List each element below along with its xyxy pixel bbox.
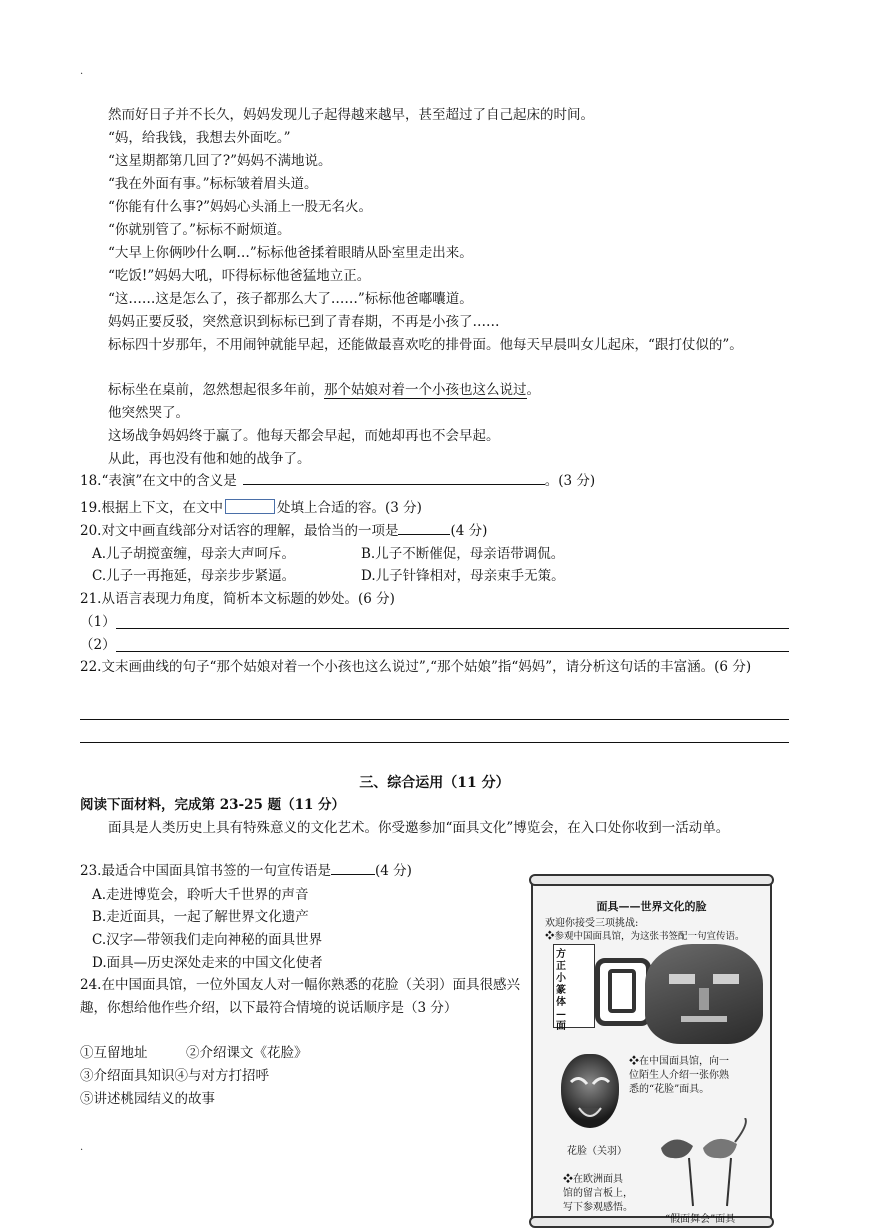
question-18 <box>80 470 789 492</box>
story-line-4: “我在外面有事。”标标皱着眉头道。 <box>108 176 318 192</box>
poster-task-3-line-2: 馆的留言板上， <box>563 1188 633 1199</box>
activity-poster <box>531 876 772 1226</box>
q23-option-b: B.走近面具，一起了解世界文化遗产 <box>92 909 309 925</box>
end-line-2: 这场战争妈妈终于赢了。他每天都会早起，而她却再也不会早起。 <box>108 428 500 444</box>
q22-answer-line-2[interactable] <box>80 742 789 743</box>
q24-option-5: ⑤讲述桃园结义的故事 <box>80 1091 215 1107</box>
story-line-7: “大早上你俩吵什么啊…”标标他爸揉着眼睛从卧室里走出来。 <box>108 245 473 261</box>
question-20 <box>80 520 789 542</box>
poster-task-3-line-1: ❖在欧洲面具 <box>563 1174 623 1185</box>
opera-mask-icon <box>561 1054 619 1128</box>
q24-option-3-4: ③介绍面具知识④与对方打招呼 <box>80 1068 269 1084</box>
hualian-caption: 花脸（关羽） <box>567 1146 627 1157</box>
story-line-3: “这星期都第几回了?”妈妈不满地说。 <box>108 153 332 169</box>
seal-label-box <box>553 944 595 1032</box>
q22-answer-line-1[interactable] <box>80 719 789 720</box>
poster-task-2-line-3: 悉的“花脸”面具。 <box>629 1084 710 1095</box>
hualian-mask-image <box>561 1054 619 1128</box>
underlined-sentence: 那个姑娘对着一个小孩也这么说过 <box>324 382 527 398</box>
q23-points: (4 分) <box>374 863 412 879</box>
q23-option-c: C.汉字—带领我们走向神秘的面具世界 <box>92 932 323 948</box>
q23-answer-blank[interactable] <box>331 874 375 875</box>
story-line-6: “你就别管了。”标标不耐烦道。 <box>108 222 291 238</box>
poster-welcome: 欢迎你接受三项挑战: <box>545 918 639 929</box>
q20-option-b: B.儿子不断催促，母亲语带调侃。 <box>361 546 565 562</box>
sitting-text-post: 。 <box>526 382 540 398</box>
story-line-2: “妈，给我钱，我想去外面吃。” <box>108 130 291 146</box>
seal-script-mian-icon <box>595 958 651 1026</box>
q23-stem: 23.最适合中国面具馆书签的一句宣传语是 <box>80 863 331 879</box>
q20-option-c: C.儿子一再拖延，母亲步步紧逼。 <box>92 568 296 584</box>
end-line-1: 他突然哭了。 <box>108 405 189 421</box>
question-22: 22.文末画曲线的句子“那个姑娘对着一个小孩也这么说过”,“那个姑娘”指“妈妈”，请分析这句话的丰富涵。(6 分) <box>80 659 752 675</box>
q20-option-d: D.儿子针锋相对，母亲束手无策。 <box>361 568 565 584</box>
q18-stem: 18.“表演”在文中的含义是 <box>80 473 237 489</box>
q23-option-d: D.面具—历史深处走来的中国文化使者 <box>92 955 323 971</box>
q24-option-2: ②介绍课文《花脸》 <box>186 1045 308 1061</box>
page-dot-bottom: . <box>80 1142 84 1153</box>
end-line-3: 从此，再也没有他和她的战争了。 <box>108 451 311 467</box>
question-23 <box>80 860 412 882</box>
q24-option-1: ①互留地址 <box>80 1045 148 1061</box>
q19-rest: 处填上合适的容。(3 分) <box>276 500 422 516</box>
q19-blank-box[interactable] <box>225 499 275 514</box>
section-3-title: 三、综合运用（11 分） <box>359 775 510 791</box>
q20-answer-blank[interactable] <box>398 534 450 535</box>
q19-stem: 19.根据上下文，在文中 <box>80 500 223 516</box>
question-21: 21.从语言表现力角度，简析本文标题的妙处。(6 分) <box>80 591 395 607</box>
poster-task-2-line-1: ❖在中国面具馆，向一 <box>629 1056 729 1067</box>
q21-answer-line-1[interactable] <box>116 628 789 629</box>
seal-label: 方正小篆体—面 <box>556 949 566 1032</box>
q18-answer-blank[interactable] <box>243 484 545 485</box>
masquerade-caption: “假面舞会”面具 <box>665 1214 736 1225</box>
poster-scroll-top <box>529 874 774 886</box>
q20-option-a: A.儿子胡搅蛮缠，母亲大声呵斥。 <box>92 546 296 562</box>
q21-label-2: （2） <box>80 637 116 653</box>
q21-answer-line-2[interactable] <box>116 651 789 652</box>
q23-option-a: A.走进博览会，聆听大千世界的声音 <box>92 887 309 903</box>
masquerade-mask-icon <box>653 1118 753 1208</box>
bronze-mask-icon <box>645 944 763 1044</box>
story-line-9: “这……这是怎么了，孩子都那么大了……”标标他爸嘟囔道。 <box>108 291 473 307</box>
story-line-10: 妈妈正要反驳，突然意识到标标已到了青春期，不再是小孩了…… <box>108 314 500 330</box>
page-dot-top: . <box>80 66 84 77</box>
section-3-instruction: 阅读下面材料，完成第 23-25 题（11 分） <box>80 797 346 813</box>
q20-stem: 20.对文中画直线部分对话容的理解，最恰当的一项是 <box>80 523 399 539</box>
paragraph-forty: 标标四十岁那年，不用闹钟就能早起，还能做最喜欢吃的排骨面。他每天早晨叫女儿起床，“跟打仗似的”。 <box>108 337 743 353</box>
q21-label-1: （1） <box>80 614 116 630</box>
q18-points: 。(3 分) <box>544 473 596 489</box>
poster-task-1: ❖参观中国面具馆，为这张书签配一句宣传语。 <box>545 931 745 942</box>
story-line-1: 然而好日子并不长久，妈妈发现儿子起得越来越早，甚至超过了自己起床的时间。 <box>108 107 594 123</box>
poster-title: 面具——世界文化的脸 <box>596 900 707 913</box>
section-3-intro: 面具是人类历史上具有特殊意义的文化艺术。你受邀参加“面具文化”博览会，在入口处你收到一活动单。 <box>108 820 730 836</box>
question-19 <box>80 497 789 519</box>
poster-task-2-line-2: 位陌生人介绍一张你熟 <box>629 1070 729 1081</box>
story-line-8: “吃饭!”妈妈大吼，吓得标标他爸猛地立正。 <box>108 268 371 284</box>
story-line-5: “你能有什么事?”妈妈心头涌上一股无名火。 <box>108 199 373 215</box>
poster-task-3-line-3: 写下参观感悟。 <box>563 1202 633 1213</box>
paragraph-sitting <box>80 379 789 401</box>
question-24: 24.在中国面具馆，一位外国友人对一幅你熟悉的花脸（关羽）面具很感兴趣，你想给他作些介绍，以下最符合情境的说话顺序是（3 分） <box>80 977 520 1016</box>
q20-points: (4 分) <box>450 523 488 539</box>
poster-scroll-bottom <box>529 1216 774 1228</box>
bronze-mask-image <box>645 944 763 1044</box>
sitting-text-pre: 标标坐在桌前，忽然想起很多年前， <box>108 382 324 398</box>
